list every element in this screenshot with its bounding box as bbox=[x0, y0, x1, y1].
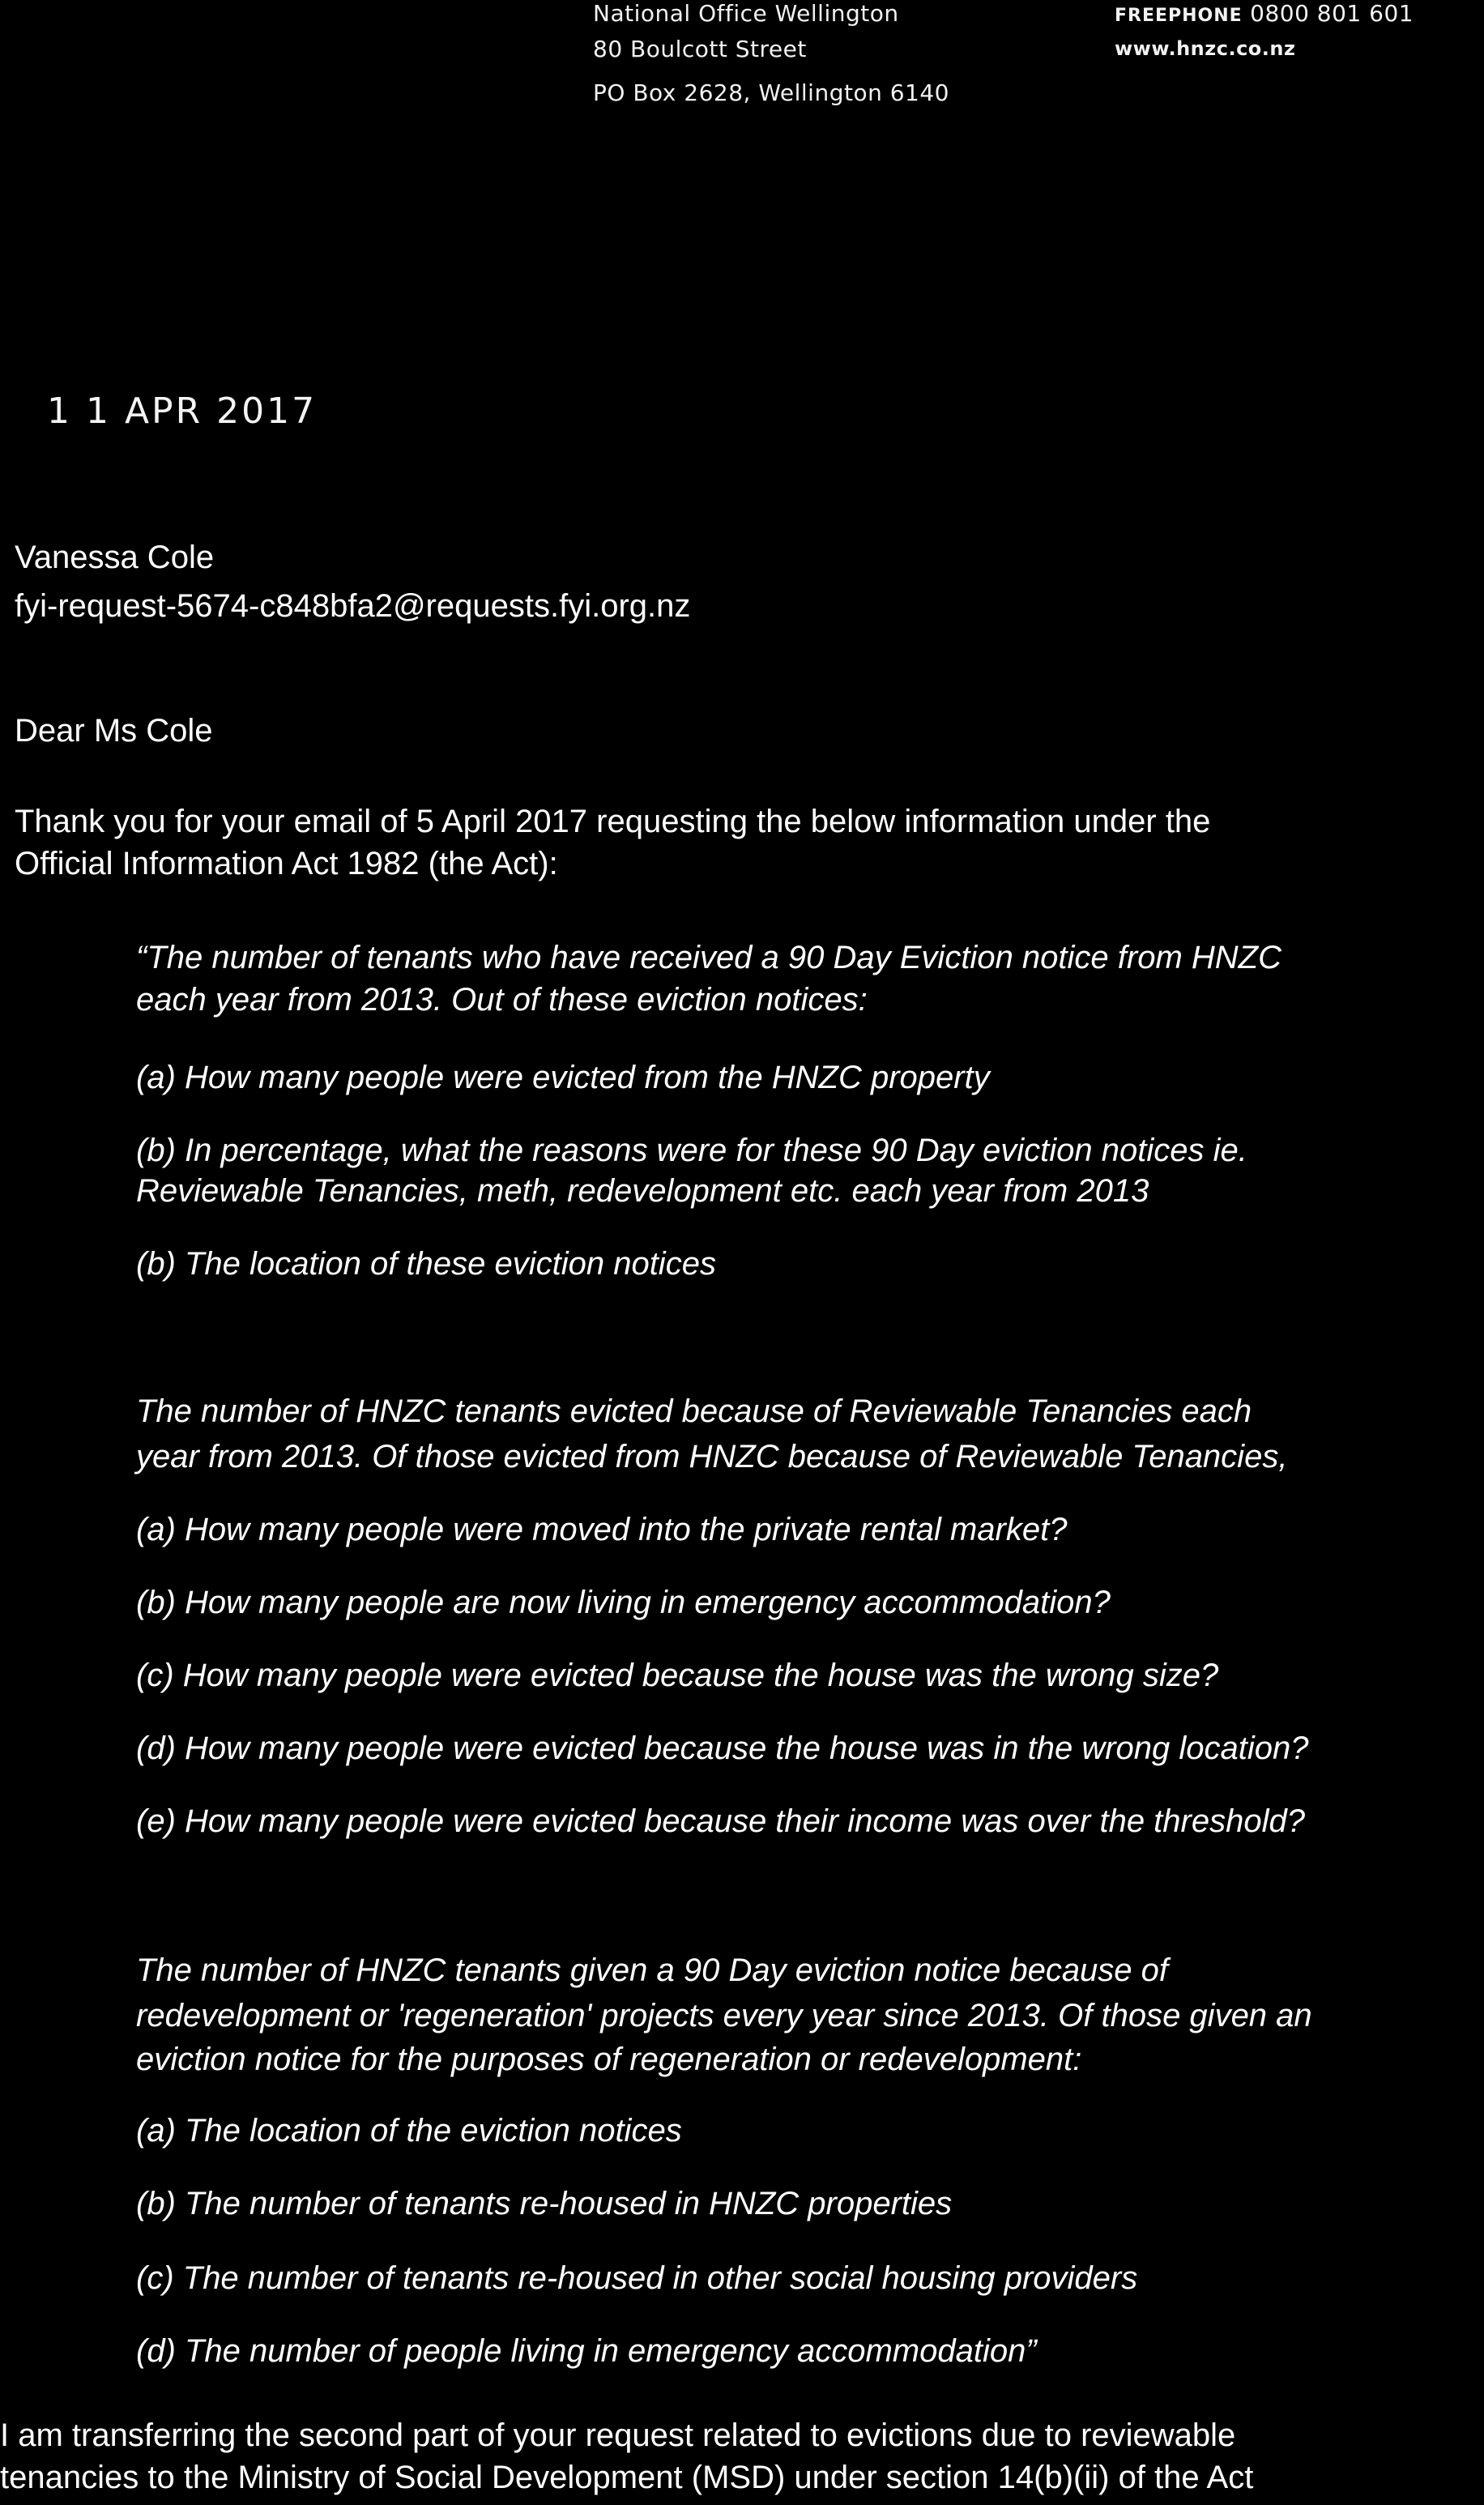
recipient-email: fyi-request-5674-c848bfa2@requests.fyi.org.nz bbox=[15, 588, 691, 624]
freephone-number: 0800 801 601 bbox=[1250, 0, 1414, 27]
quote3-line-1: The number of HNZC tenants given a 90 Day eviction notice because of bbox=[136, 1952, 1169, 1988]
freephone-label: FREEPHONE bbox=[1115, 6, 1243, 26]
closing-line-2: tenancies to the Ministry of Social Development (MSD) under section 14(b)(ii) of the Act bbox=[0, 2460, 1254, 2495]
intro-line-2: Official Information Act 1982 (the Act): bbox=[15, 846, 558, 881]
salutation: Dear Ms Cole bbox=[15, 713, 213, 749]
quote1-item-a: (a) How many people were evicted from the HNZC property bbox=[136, 1060, 990, 1095]
quote3-item-d: (d) The number of people living in emergency accommodation” bbox=[136, 2333, 1037, 2369]
quote1-item-b-line-2: Reviewable Tenancies, meth, redevelopment etc. each year from 2013 bbox=[136, 1173, 1149, 1209]
quote1-item-c: (b) The location of these eviction notices bbox=[136, 1246, 716, 1282]
quote3-item-c: (c) The number of tenants re-housed in other social housing providers bbox=[136, 2260, 1138, 2296]
recipient-name: Vanessa Cole bbox=[15, 540, 215, 575]
quote3-line-2: redevelopment or 'regeneration' projects every year since 2013. Of those given an bbox=[136, 1998, 1312, 2033]
office-street: 80 Boulcott Street bbox=[593, 36, 807, 62]
quote2-item-b: (b) How many people are now living in emergency accommodation? bbox=[136, 1585, 1111, 1620]
website-link[interactable]: www.hnzc.co.nz bbox=[1115, 37, 1296, 60]
quote2-item-a: (a) How many people were moved into the private rental market? bbox=[136, 1512, 1068, 1547]
freephone-line bbox=[1115, 0, 1414, 27]
quote3-item-a: (a) The location of the eviction notices bbox=[136, 2113, 682, 2149]
quote1-line-2: each year from 2013. Out of these eviction notices: bbox=[136, 982, 868, 1018]
office-pobox: PO Box 2628, Wellington 6140 bbox=[593, 79, 949, 106]
quote2-line-2: year from 2013. Of those evicted from HNZC because of Reviewable Tenancies, bbox=[136, 1439, 1288, 1474]
quote2-item-e: (e) How many people were evicted because their income was over the threshold? bbox=[136, 1803, 1305, 1839]
quote1-line-1: “The number of tenants who have received a 90 Day Eviction notice from HNZC bbox=[136, 940, 1281, 975]
quote2-line-1: The number of HNZC tenants evicted because of Reviewable Tenancies each bbox=[136, 1393, 1252, 1429]
quote3-item-b: (b) The number of tenants re-housed in HNZC properties bbox=[136, 2186, 953, 2221]
closing-line-1: I am transferring the second part of your request related to evictions due to reviewable bbox=[0, 2418, 1236, 2453]
date-stamp: 1 1 APR 2017 bbox=[47, 390, 318, 432]
quote1-item-b-line-1: (b) In percentage, what the reasons were for these 90 Day eviction notices ie. bbox=[136, 1133, 1247, 1168]
quote2-item-c: (c) How many people were evicted because the house was the wrong size? bbox=[136, 1658, 1219, 1693]
quote2-item-d: (d) How many people were evicted because the house was in the wrong location? bbox=[136, 1730, 1309, 1766]
quote3-line-3: eviction notice for the purposes of regeneration or redevelopment: bbox=[136, 2042, 1082, 2077]
office-name: National Office Wellington bbox=[593, 0, 899, 27]
intro-line-1: Thank you for your email of 5 April 2017 requesting the below information under the bbox=[15, 804, 1211, 839]
